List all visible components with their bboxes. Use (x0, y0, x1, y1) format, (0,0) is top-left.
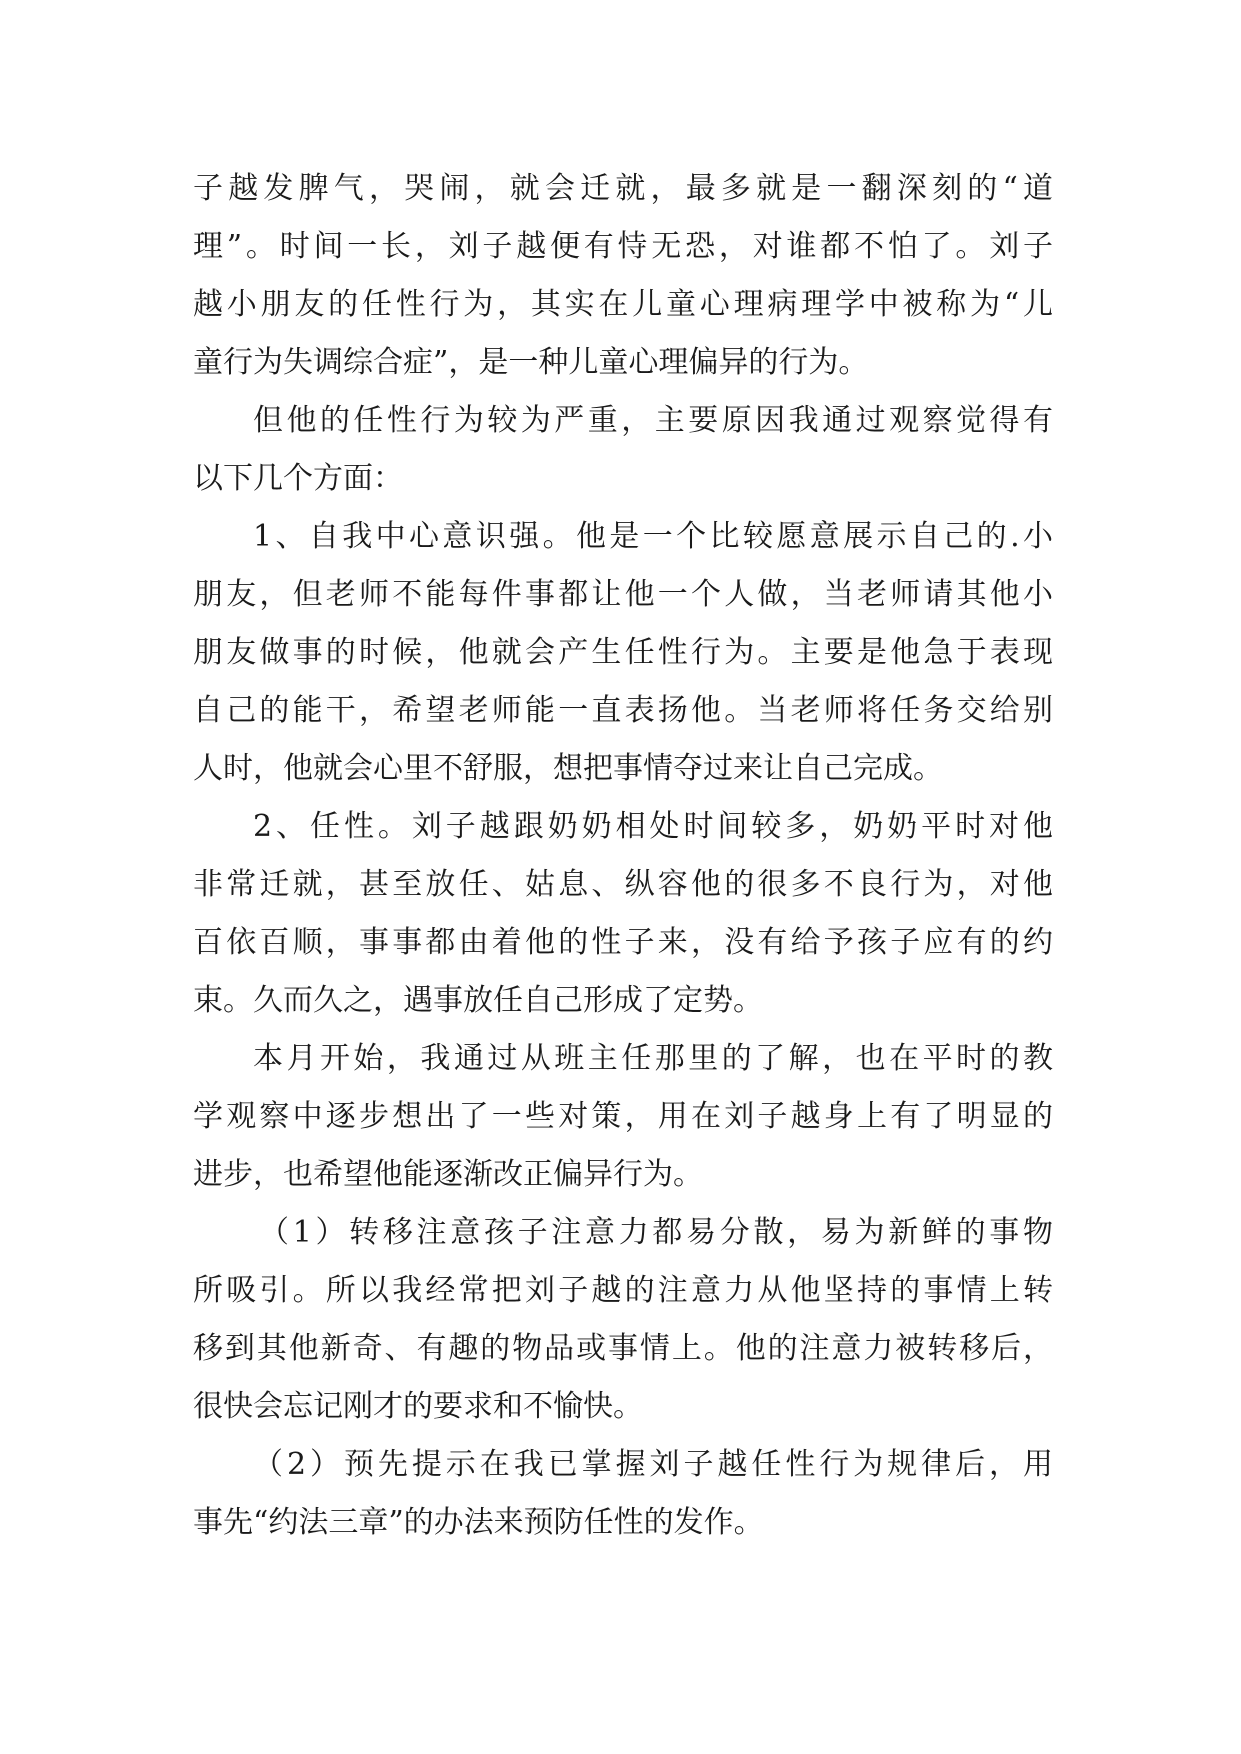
text-line: 以下几个方面： (193, 461, 403, 496)
text-line: 子越发脾气，哭闹，就会迁就，最多就是一翻深刻的“道 (193, 171, 1053, 206)
text-line: 理”。时间一长，刘子越便有恃无恐，对谁都不怕了。刘子 (193, 229, 1053, 264)
text-line: 本月开始，我通过从班主任那里的了解，也在平时的教 (253, 1041, 1053, 1076)
text-line: 很快会忘记刚才的要求和不愉快。 (193, 1389, 643, 1424)
paragraph (193, 160, 1053, 392)
text-line: （1）转移注意孩子注意力都易分散，易为新鲜的事物 (259, 1215, 1053, 1250)
text-line: 学观察中逐步想出了一些对策，用在刘子越身上有了明显的 (193, 1099, 1053, 1134)
paragraph (193, 1204, 1053, 1436)
paragraph (193, 1436, 1053, 1552)
text-line: 童行为失调综合症”，是一种儿童心理偏异的行为。 (193, 345, 869, 380)
paragraph (193, 508, 1053, 798)
text-line: 自己的能干，希望老师能一直表扬他。当老师将任务交给别 (193, 693, 1053, 728)
text-line: 非常迁就，甚至放任、姑息、纵容他的很多不良行为，对他 (193, 867, 1053, 902)
text-line: 所吸引。所以我经常把刘子越的注意力从他坚持的事情上转 (193, 1273, 1053, 1308)
text-line: 移到其他新奇、有趣的物品或事情上。他的注意力被转移后， (193, 1331, 1053, 1366)
text-line: 1、自我中心意识强。他是一个比较愿意展示自己的.小 (253, 519, 1053, 554)
text-line: 但他的任性行为较为严重，主要原因我通过观察觉得有 (253, 403, 1053, 438)
text-line: 2、任性。刘子越跟奶奶相处时间较多，奶奶平时对他 (253, 809, 1053, 844)
text-line: 事先“约法三章”的办法来预防任性的发作。 (193, 1505, 764, 1540)
paragraph (193, 392, 1053, 508)
text-line: 束。久而久之，遇事放任自己形成了定势。 (193, 983, 763, 1018)
document-body (193, 160, 1053, 1552)
text-line: 人时，他就会心里不舒服，想把事情夺过来让自己完成。 (193, 751, 943, 786)
text-line: （2）预先提示在我已掌握刘子越任性行为规律后，用 (253, 1447, 1053, 1482)
paragraph (193, 798, 1053, 1030)
paragraph (193, 1030, 1053, 1204)
text-line: 朋友做事的时候，他就会产生任性行为。主要是他急于表现 (193, 635, 1053, 670)
text-line: 越小朋友的任性行为，其实在儿童心理病理学中被称为“儿 (193, 287, 1053, 322)
text-line: 朋友，但老师不能每件事都让他一个人做，当老师请其他小 (193, 577, 1053, 612)
text-line: 百依百顺，事事都由着他的性子来，没有给予孩子应有的约 (193, 925, 1053, 960)
text-line: 进步，也希望他能逐渐改正偏异行为。 (193, 1157, 703, 1192)
